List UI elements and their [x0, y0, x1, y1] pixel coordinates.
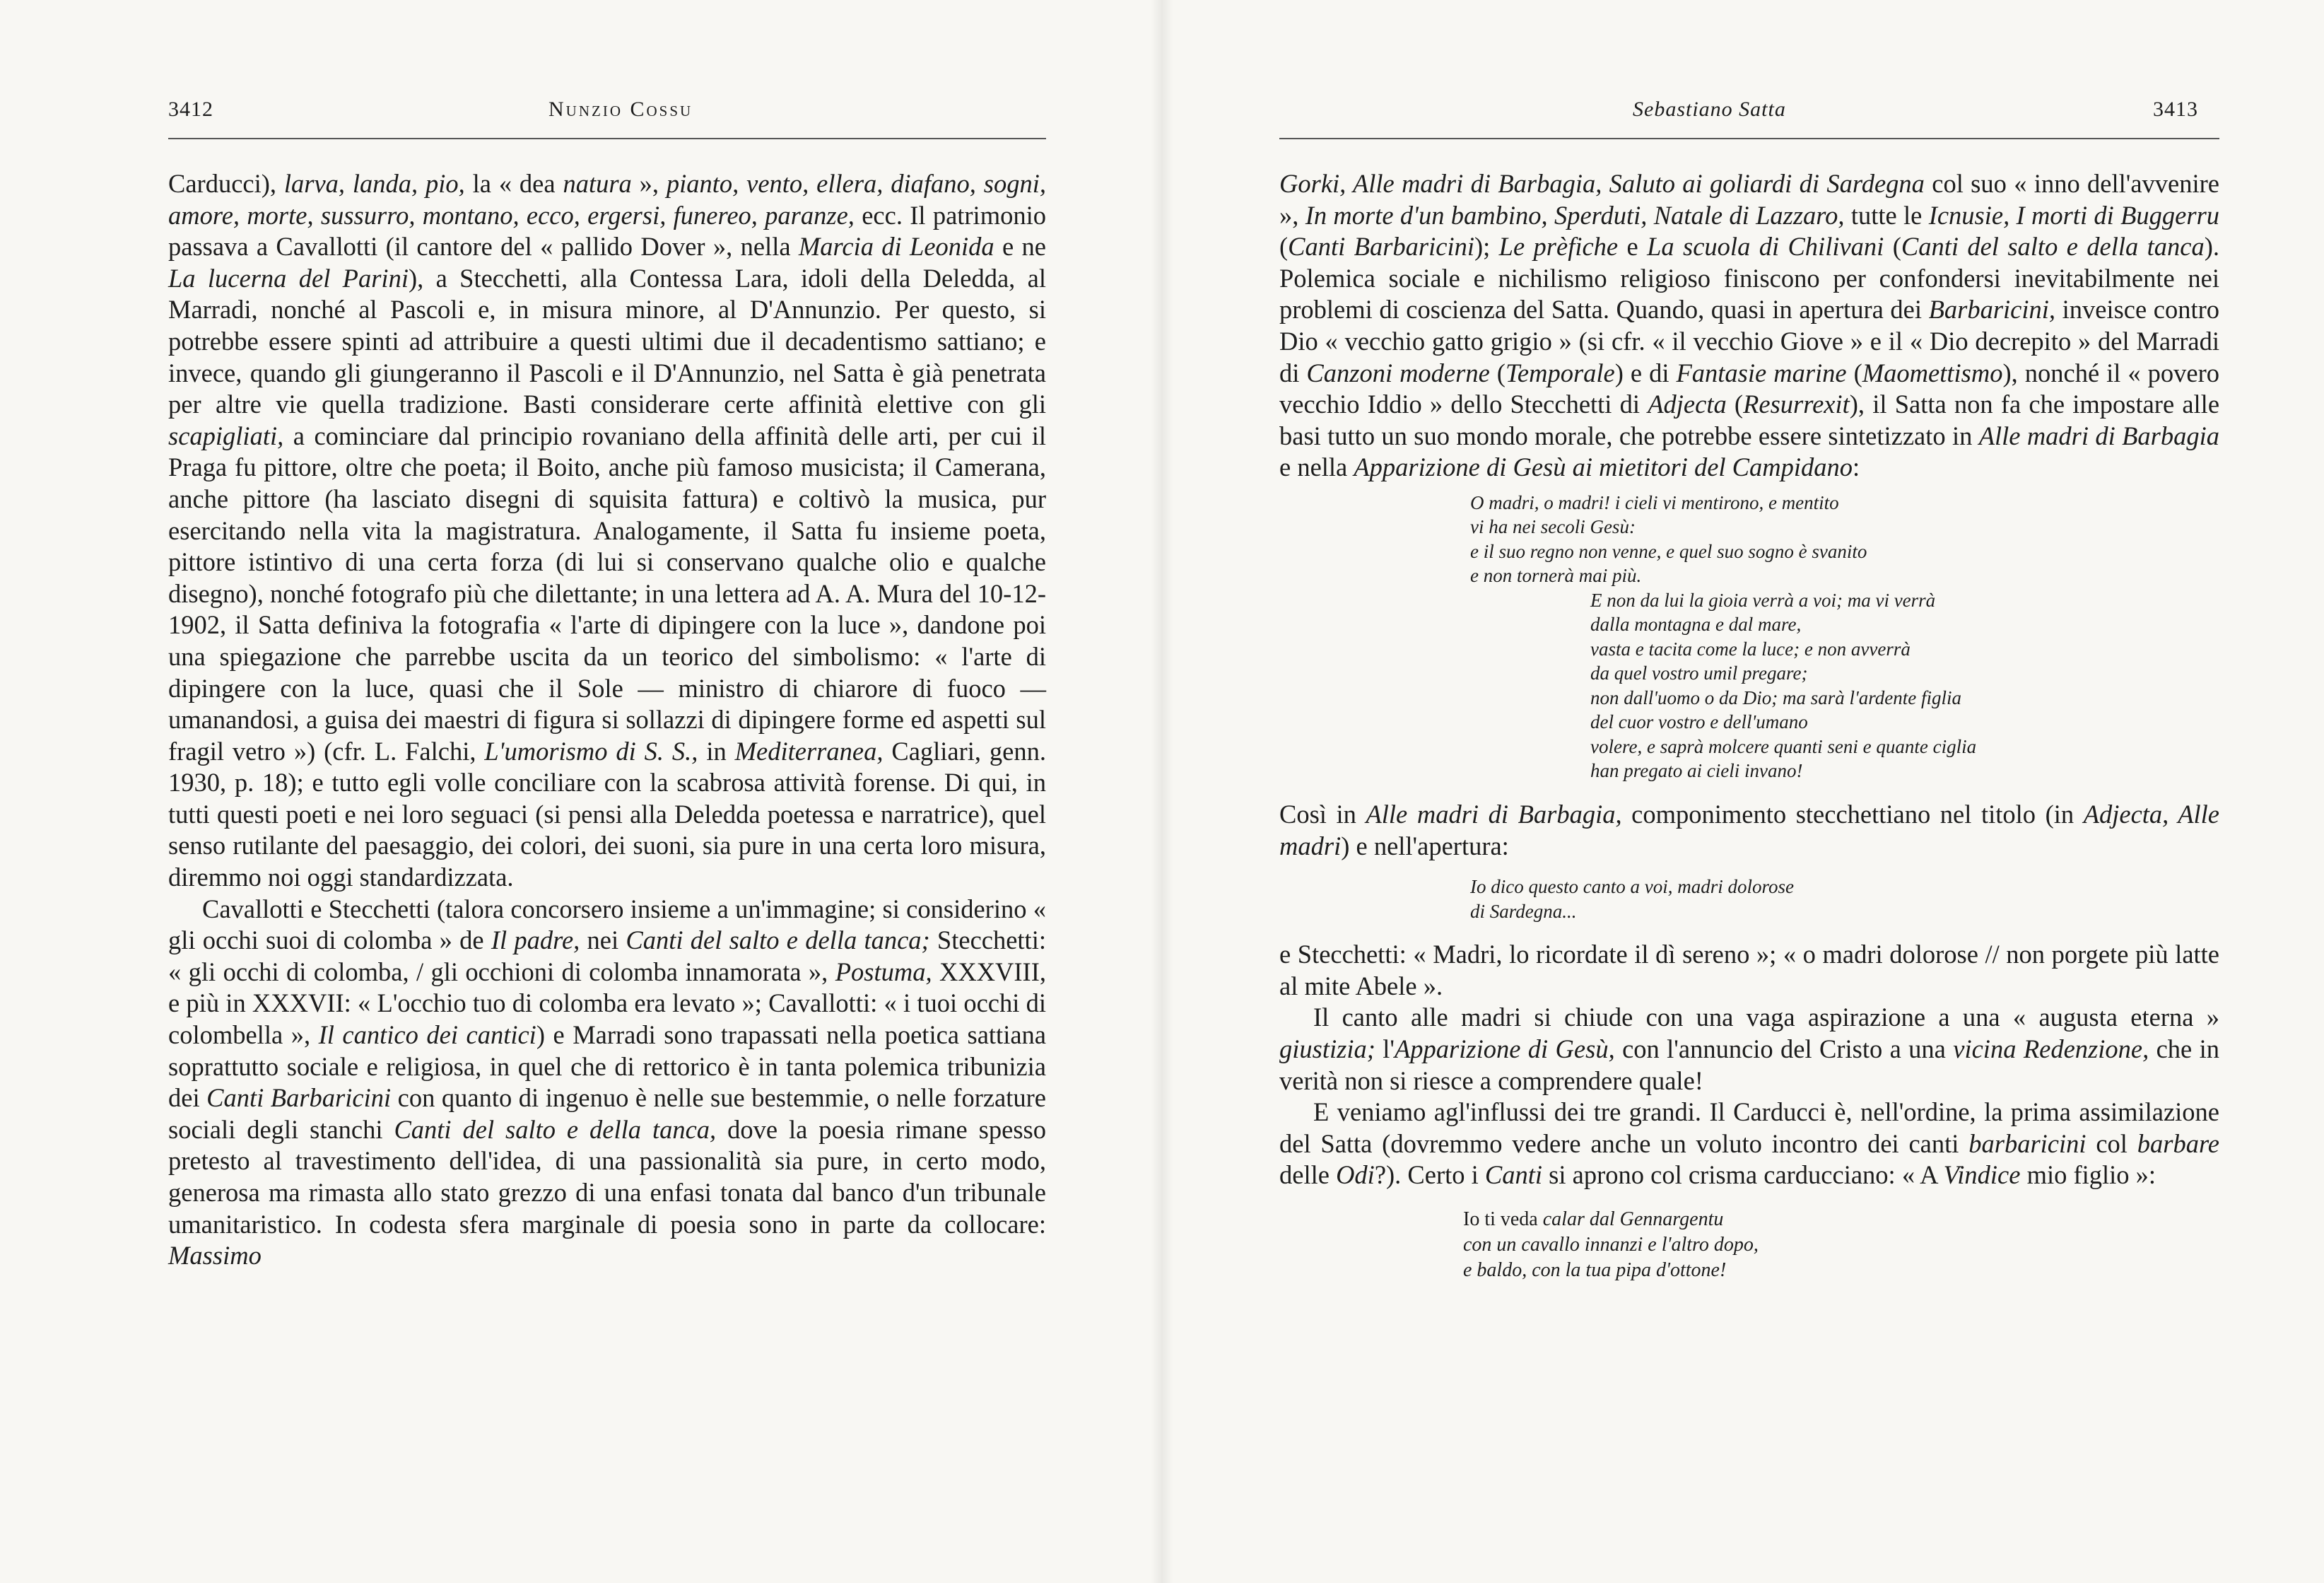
verse-line: han pregato ai cieli invano!: [1590, 760, 1803, 782]
left-header-rule: [168, 138, 1046, 139]
verse-line: Io dico questo canto a voi, madri dolorose: [1470, 876, 1794, 898]
right-header-rule: [1279, 138, 2219, 139]
left-paragraph-2: Cavallotti e Stecchetti (talora concorsero insieme a un'immagine; si considerino « gli occhi suoi di colomba » de Il padre, nei Canti del salto e della tanca; Stecchetti: « gli occhi di colomba, / gli occhioni di colomba innamorata », Postuma, XXXVIII, e più in XXXVII: « L'occhio tuo di colomba era levato »; Cavallotti: « i tuoi occhi di colombella », Il cantico dei cantici) e Marradi sono trapassati nella poetica sattiana soprattutto sociale e religiosa, in quel che di rettorico è in tanta polemica tribunizia dei Canti Barbaricini con quanto di ingenuo è nelle sue bestemmie, o nelle forzature sociali degli stanchi Canti del salto e della tanca, dove la poesia rimane spesso pretesto al travestimento dell'idea, di una passionalità sia pure, in certo modo, generosa ma rimasta allo stato grezzo di una enfasi tonata dal banco d'un tribunale umanitaristico. In codesta sfera marginale di poesia sono in parte da collocare: Massimo: [168, 894, 1046, 1271]
right-paragraph-3: e Stecchetti: « Madri, lo ricordate il dì sereno »; « o madri dolorose // non porgete più latte al mite Abele ».: [1279, 940, 2219, 1000]
right-paragraph-5: E veniamo agl'influssi dei tre grandi. Il Carducci è, nell'ordine, la prima assimilazione del Satta (dovremmo vedere anche un voluto incontro dei canti barbaricini col barbare delle Odi?). Certo i Canti si aprono col crisma carducciano: « A Vindice mio figlio »:: [1279, 1097, 2220, 1190]
verse-quotation-2: [1279, 875, 2219, 923]
right-paragraph-1: Gorki, Alle madri di Barbagia, Saluto ai goliardi di Sardegna col suo « inno dell'avvenire », In morte d'un bambino, Sperduti, Natale di Lazzaro, tutte le Icnusie, I morti di Buggerru (Canti Barbaricini); Le prèfiche e La scuola di Chilivani (Canti del salto e della tanca). Polemica sociale e nichilismo religioso finiscono per confondersi inevitabilmente nei problemi di coscienza del Satta. Quando, quasi in apertura dei Barbaricini, inveisce contro Dio « vecchio gatto grigio » (si cfr. « il vecchio Giove » e il « Dio decrepito » del Marradi di Canzoni moderne (Temporale) e di Fantasie marine (Maomettismo), nonché il « povero vecchio Iddio » dello Stecchetti di Adjecta (Resurrexit), il Satta non fa che impostare alle basi tutto un suo mondo morale, che potrebbe essere sintetizzato in Alle madri di Barbagia e nella Apparizione di Gesù ai mietitori del Campidano:: [1279, 169, 2220, 482]
verse-line: vi ha nei secoli Gesù:: [1470, 516, 1636, 538]
verse-line: del cuor vostro e dell'umano: [1590, 711, 1808, 733]
left-running-head: Nunzio Cossu: [548, 98, 693, 121]
verse-line: e non tornerà mai più.: [1470, 565, 1642, 587]
verse-line: volere, e saprà molcere quanti seni e quante ciglia: [1590, 735, 1977, 757]
verse-line: E non da lui la gioia verrà a voi; ma vi verrà: [1590, 589, 1936, 611]
verse-line: di Sardegna...: [1470, 900, 1577, 922]
verse-quotation-3: [1279, 1207, 2219, 1283]
left-body-text: [168, 168, 1046, 1272]
right-running-head: Sebastiano Satta: [1633, 98, 1786, 121]
right-body-text: [1279, 168, 2219, 1299]
verse-line: e baldo, con la tua pipa d'ottone!: [1463, 1258, 1727, 1281]
left-page-header: [168, 98, 1046, 140]
verse-line: non dall'uomo o da Dio; ma sarà l'ardente figlia: [1590, 687, 1962, 708]
left-paragraph-1: Carducci), larva, landa, pio, la « dea natura », pianto, vento, ellera, diafano, sogni, amore, morte, sussurro, montano, ecco, ergersi, funereo, paranze, ecc. Il patrimonio passava a Cavallotti (il cantore del « pallido Dover », nella Marcia di Leonida e ne La lucerna del Parini), a Stecchetti, alla Contessa Lara, idoli della Deledda, al Marradi, nonché al Pascoli e, in misura minore, al D'Annunzio. Per questo, si potrebbe essere spinti ad attribuire a questi ultimi due il decadentismo sattiano; e invece, quando gli giungeranno il Pascoli e il D'Annunzio, nel Satta è già penetrata per altre vie quella tradizione. Basti considerare certe affinità elettive con gli scapigliati, a cominciare dal principio rovaniano della affinità delle arti, per cui il Praga fu pittore, oltre che poeta; il Boito, anche più famoso musicista; il Camerana, anche pittore (ha lasciato disegni di squisita fattura) e coltivò la musica, pur esercitando nella vita la magistratura. Analogamente, il Satta fu insieme poeta, pittore istintivo di una certa forza (di lui si conservano qualche olio e qualche disegno), nonché fotografo più che dilettante; in una lettera ad A. A. Mura del 10-12-1902, il Satta definiva la fotografia « l'arte di dipingere con la luce », dandone poi una spiegazione che parrebbe uscita da un teorico del simbolismo: « l'arte di dipingere con la luce, quasi che il Sole — ministro di chiarore di fuoco — umanandosi, a guisa dei maestri di figura si sollazzi di dipingere forme ed aspetti sul fragil vetro ») (cfr. L. Falchi, L'umorismo di S. S., in Mediterranea, Cagliari, genn. 1930, p. 18); e tutto egli volle conciliare con la scabrosa attività forense. Di qui, in tutti questi poeti e nei loro seguaci (si pensi alla Deledda poetessa e narratrice), quel senso rutilante del paesaggio, dei colori, dei suoni, sia pure in una certa loro misura, diremmo noi oggi standardizzata.: [168, 169, 1047, 892]
left-page-number: 3412: [168, 98, 213, 121]
right-page-header: [1279, 98, 2219, 140]
verse-quotation-1: [1279, 491, 2219, 783]
verse-line: Io ti veda calar dal Gennargentu: [1463, 1208, 1724, 1230]
verse-line: e il suo regno non venne, e quel suo sogno è svanito: [1470, 540, 1867, 562]
verse-stanza-2: [1470, 588, 2219, 783]
verse-line: dalla montagna e dal mare,: [1590, 614, 1802, 636]
right-paragraph-4: Il canto alle madri si chiude con una vaga aspirazione a una « augusta eterna » giustizia; l'Apparizione di Gesù, con l'annuncio del Cristo a una vicina Redenzione, che in verità non si riesce a comprendere quale!: [1279, 1003, 2219, 1095]
right-paragraph-2: Così in Alle madri di Barbagia, componimento stecchettiano nel titolo (in Adjecta, Alle madri) e nell'apertura:: [1279, 799, 2219, 860]
verse-line: O madri, o madri! i cieli vi mentirono, e mentito: [1470, 491, 1839, 513]
right-page: [1162, 0, 2324, 1583]
verse-line: da quel vostro umil pregare;: [1590, 662, 1808, 684]
verse-line: vasta e tacita come la luce; e non avverrà: [1590, 638, 1911, 660]
verse-line: con un cavallo innanzi e l'altro dopo,: [1463, 1233, 1759, 1256]
right-page-number: 3413: [2153, 98, 2198, 121]
